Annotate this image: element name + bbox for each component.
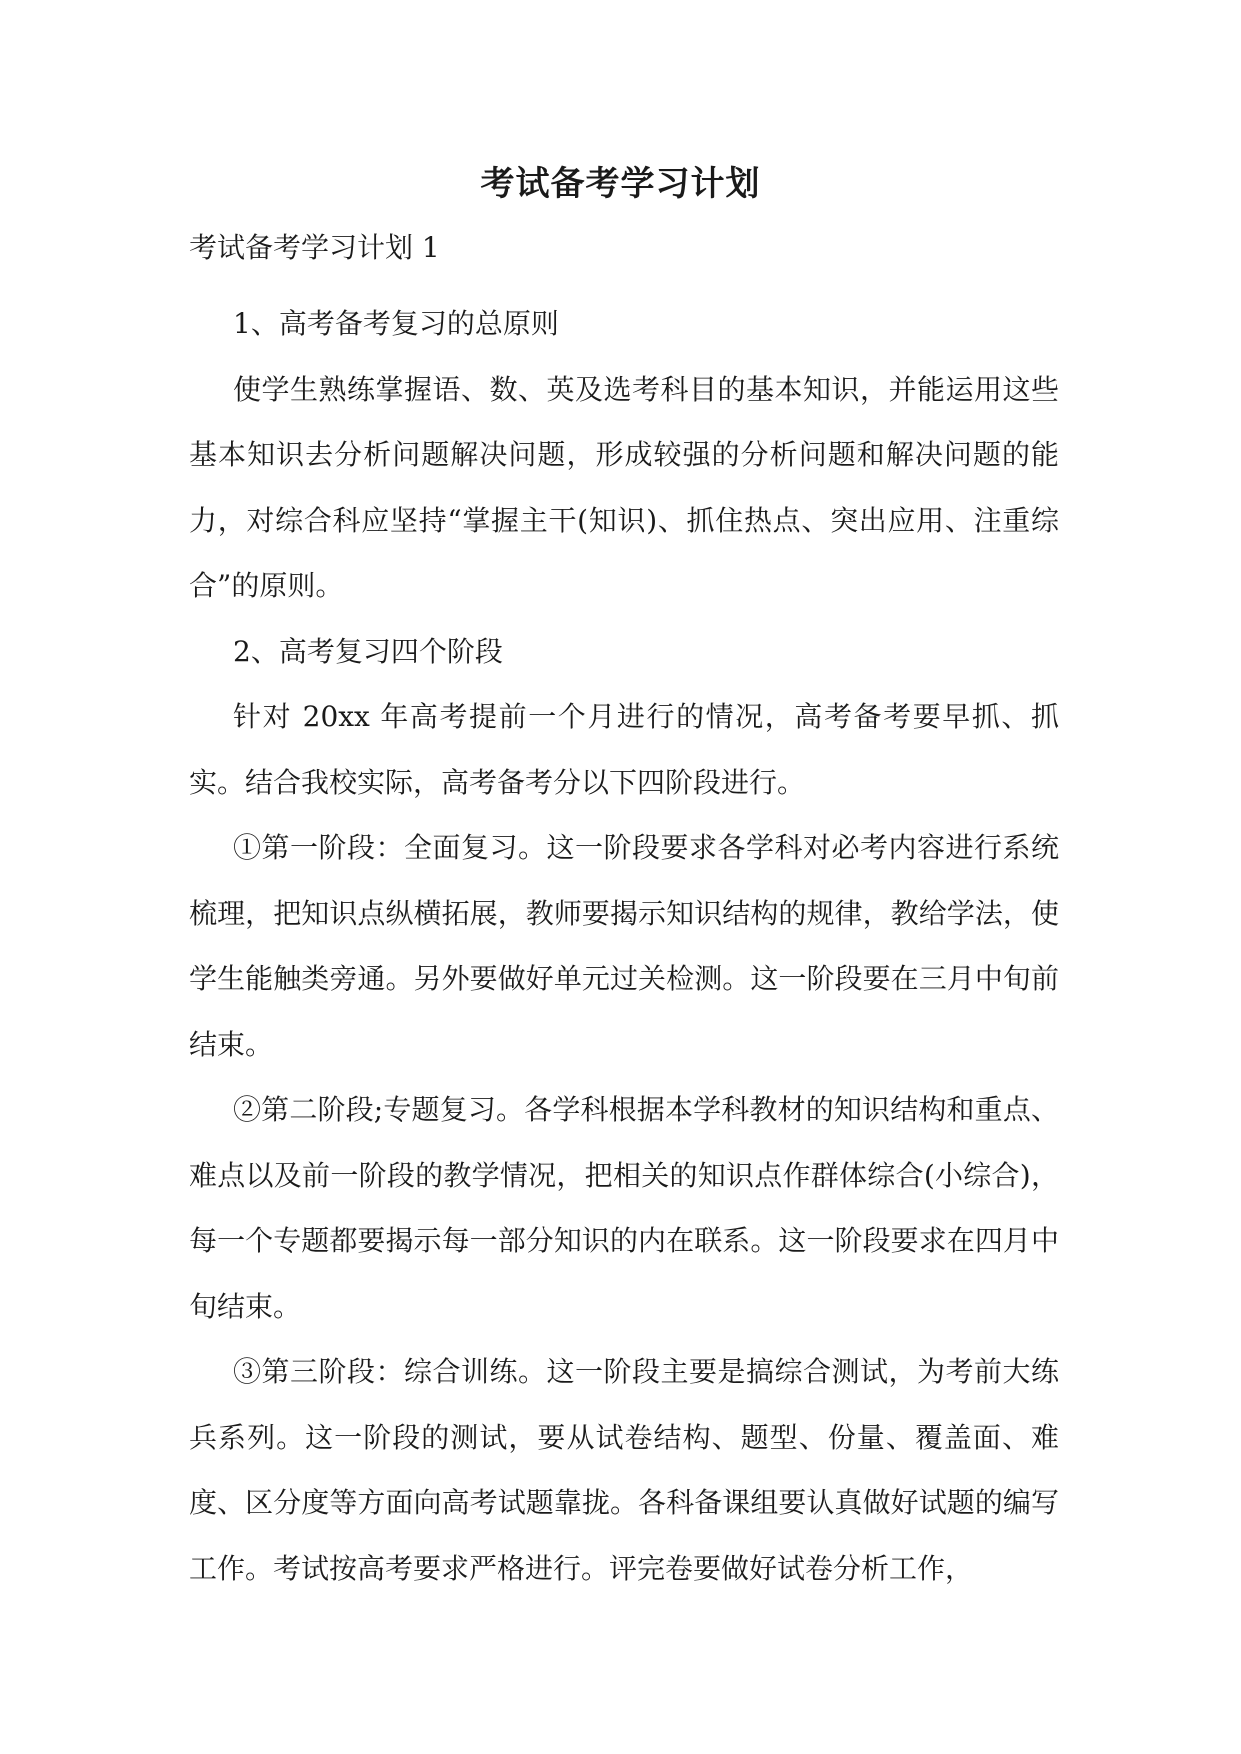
paragraph-stage-2: ②第二阶段;专题复习。各学科根据本学科教材的知识结构和重点、难点以及前一阶段的教学情况，把相关的知识点作群体综合(小综合)，每一个专题都要揭示每一部分知识的内在联系。这一阶段要求在四月中旬结束。 [189,1093,1059,1323]
paragraph-stage-3: ③第三阶段：综合训练。这一阶段主要是搞综合测试，为考前大练兵系列。这一阶段的测试，要从试卷结构、题型、份量、覆盖面、难度、区分度等方面向高考试题靠拢。各科备课组要认真做好试题的编写工作。考试按高考要求严格进行。评完卷要做好试卷分析工作， [189,1355,1059,1585]
paragraph-principle: 使学生熟练掌握语、数、英及选考科目的基本知识，并能运用这些基本知识去分析问题解决问题，形成较强的分析问题和解决问题的能力，对综合科应坚持“掌握主干(知识)、抓住热点、突出应用、注重综合”的原则。 [189,372,1059,602]
paragraph-heading-1: 1、高考备考复习的总原则 [233,307,559,340]
document-subtitle: 考试备考学习计划 1 [189,231,440,264]
paragraph-heading-2: 2、高考复习四个阶段 [233,634,503,668]
document-body [189,291,1059,1601]
paragraph-stage-1: ①第一阶段：全面复习。这一阶段要求各学科对必考内容进行系统梳理，把知识点纵横拓展，教师要揭示知识结构的规律，教给学法，使学生能触类旁通。另外要做好单元过关检测。这一阶段要在三月中旬前结束。 [189,831,1059,1061]
document-title: 考试备考学习计划 [480,164,761,204]
paragraph-schedule: 针对 20xx 年高考提前一个月进行的情况，高考备考要早抓、抓实。结合我校实际，高考备考分以下四阶段进行。 [189,700,1059,799]
